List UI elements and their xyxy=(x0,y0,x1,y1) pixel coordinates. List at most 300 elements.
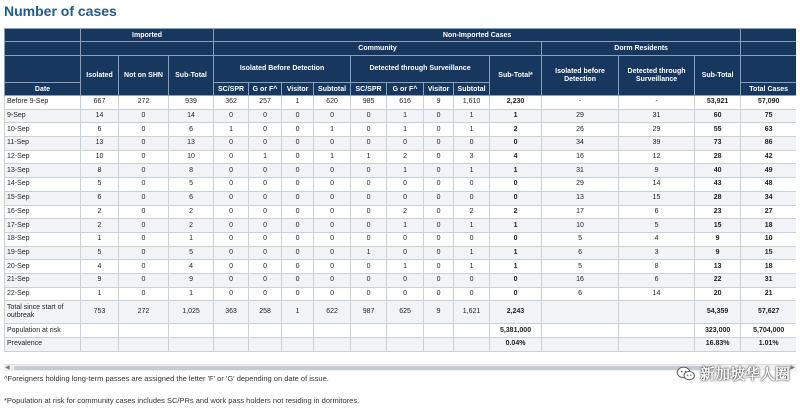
table-cell: 1,025 xyxy=(169,301,214,324)
table-cell: 55 xyxy=(695,123,741,137)
table-cell: 939 xyxy=(169,96,214,110)
table-cell: 0 xyxy=(214,219,249,233)
table-cell: 0.04% xyxy=(490,338,542,352)
table-cell: 13 xyxy=(169,137,214,151)
table-cell: 667 xyxy=(81,96,119,110)
table-cell: 0 xyxy=(249,178,282,192)
header-isolated: Isolated xyxy=(81,56,119,96)
row-label-cell: Population at risk xyxy=(5,324,81,338)
table-cell xyxy=(169,324,214,338)
header-isolated-before-detection: Isolated Before Detection xyxy=(214,56,351,83)
table-header xyxy=(5,29,797,96)
table-cell: 1,610 xyxy=(454,96,490,110)
table-cell: 2 xyxy=(81,205,119,219)
table-cell: 0 xyxy=(351,109,387,123)
table-cell: 625 xyxy=(387,301,424,324)
header-blank xyxy=(81,42,214,56)
table-cell: 0 xyxy=(249,205,282,219)
row-label-cell: Prevalence xyxy=(5,338,81,352)
table-cell: 6 xyxy=(169,123,214,137)
table-cell: 0 xyxy=(490,287,542,301)
table-cell: 14 xyxy=(619,178,695,192)
header-visitor: Visitor xyxy=(282,83,314,96)
table-cell: 0 xyxy=(490,273,542,287)
table-cell: 9 xyxy=(424,96,454,110)
table-cell: 0 xyxy=(387,178,424,192)
table-cell: 0 xyxy=(387,232,424,246)
table-cell: 0 xyxy=(249,164,282,178)
table-cell: 1 xyxy=(387,109,424,123)
table-cell xyxy=(619,338,695,352)
header-visitor: Visitor xyxy=(424,83,454,96)
table-cell: 1 xyxy=(214,123,249,137)
header-community-subtotal: Sub-Total* xyxy=(490,56,542,96)
table-cell: 0 xyxy=(454,191,490,205)
row-label-cell: 12-Sep xyxy=(5,150,81,164)
table-cell xyxy=(542,324,619,338)
watermark xyxy=(676,363,790,384)
row-label-cell: Total since start of outbreak xyxy=(5,301,81,324)
table-cell: 1,621 xyxy=(454,301,490,324)
table-cell: 0 xyxy=(282,164,314,178)
table-row xyxy=(5,219,797,233)
table-cell: 9 xyxy=(695,232,741,246)
table-row xyxy=(5,287,797,301)
table-cell: 0 xyxy=(424,164,454,178)
table-cell: 26 xyxy=(542,123,619,137)
table-cell: 0 xyxy=(351,123,387,137)
header-community: Community xyxy=(214,42,542,56)
table-cell: 1 xyxy=(454,219,490,233)
table-cell: 0 xyxy=(282,191,314,205)
table-cell: 362 xyxy=(214,96,249,110)
table-cell: 0 xyxy=(314,219,351,233)
table-cell: 48 xyxy=(741,178,796,192)
table-cell: 0 xyxy=(454,137,490,151)
table-cell: 10 xyxy=(542,219,619,233)
table-row xyxy=(5,109,797,123)
row-label-cell: 16-Sep xyxy=(5,205,81,219)
table-cell: 0 xyxy=(249,219,282,233)
table-cell: 1 xyxy=(314,150,351,164)
table-cell: 0 xyxy=(424,273,454,287)
table-cell: 42 xyxy=(741,150,796,164)
table-cell xyxy=(619,301,695,324)
table-cell: 39 xyxy=(619,137,695,151)
table-cell: 0 xyxy=(214,273,249,287)
table-cell: 9 xyxy=(169,273,214,287)
table-cell: - xyxy=(542,96,619,110)
table-cell: 0 xyxy=(119,260,169,274)
table-cell: 0 xyxy=(387,137,424,151)
table-cell: 0 xyxy=(214,260,249,274)
table-cell: 1 xyxy=(387,219,424,233)
table-cell: 6 xyxy=(169,191,214,205)
header-blank xyxy=(5,56,81,83)
table-cell: 5 xyxy=(619,219,695,233)
table-cell xyxy=(214,338,249,352)
table-cell: 0 xyxy=(387,287,424,301)
table-cell: 43 xyxy=(695,178,741,192)
table-cell: 53,921 xyxy=(695,96,741,110)
table-cell: 0 xyxy=(351,205,387,219)
table-row xyxy=(5,205,797,219)
table-cell xyxy=(424,338,454,352)
table-cell: 0 xyxy=(490,191,542,205)
table-cell: 0 xyxy=(424,287,454,301)
table-cell xyxy=(351,338,387,352)
table-cell: 9 xyxy=(424,301,454,324)
table-cell: 18 xyxy=(741,260,796,274)
table-cell: 31 xyxy=(542,164,619,178)
table-cell: 29 xyxy=(542,109,619,123)
table-cell: 258 xyxy=(249,301,282,324)
row-label-cell: Before 9-Sep xyxy=(5,96,81,110)
table-cell xyxy=(387,324,424,338)
table-cell: 0 xyxy=(424,246,454,260)
table-cell: 17 xyxy=(542,205,619,219)
header-date: Date xyxy=(5,83,81,96)
table-cell: 0 xyxy=(119,246,169,260)
table-cell: 1.01% xyxy=(741,338,796,352)
table-cell: 4 xyxy=(619,232,695,246)
table-cell: 0 xyxy=(282,273,314,287)
table-cell: 57,090 xyxy=(741,96,796,110)
table-cell: 54,359 xyxy=(695,301,741,324)
table-cell: 6 xyxy=(542,246,619,260)
header-blank xyxy=(5,42,81,56)
table-cell: 0 xyxy=(119,150,169,164)
table-cell: 257 xyxy=(249,96,282,110)
table-cell: 29 xyxy=(542,178,619,192)
row-label-cell: 20-Sep xyxy=(5,260,81,274)
table-cell: 20 xyxy=(695,287,741,301)
table-cell: 0 xyxy=(454,273,490,287)
table-cell: 363 xyxy=(214,301,249,324)
table-cell: 0 xyxy=(351,232,387,246)
table-cell: 1 xyxy=(490,260,542,274)
table-cell: 5 xyxy=(542,260,619,274)
header-dorm-detected-through: Detected through Surveillance xyxy=(619,56,695,96)
table-cell: 0 xyxy=(119,232,169,246)
table-cell: 5,704,000 xyxy=(741,324,796,338)
table-cell: 0 xyxy=(214,287,249,301)
table-cell: 0 xyxy=(282,287,314,301)
table-cell: 6 xyxy=(619,273,695,287)
table-cell xyxy=(81,324,119,338)
header-g-or-f: G or F^ xyxy=(387,83,424,96)
row-label-cell: 19-Sep xyxy=(5,246,81,260)
table-cell: 0 xyxy=(351,178,387,192)
table-cell: 0 xyxy=(249,137,282,151)
table-cell: 5 xyxy=(169,178,214,192)
table-cell: 8 xyxy=(81,164,119,178)
table-cell: 0 xyxy=(490,232,542,246)
table-cell xyxy=(214,324,249,338)
table-cell: 0 xyxy=(351,164,387,178)
cases-table-container[interactable] xyxy=(4,28,796,364)
header-subtotal: Subtotal xyxy=(314,83,351,96)
table-cell: 1 xyxy=(490,164,542,178)
table-row xyxy=(5,96,797,110)
table-cell: 13 xyxy=(695,260,741,274)
watermark-text: 新加坡华人圈 xyxy=(699,366,790,383)
table-cell: 18 xyxy=(741,219,796,233)
scroll-left-icon[interactable]: ◀ xyxy=(5,365,10,371)
table-cell: 1 xyxy=(282,301,314,324)
table-cell: 0 xyxy=(424,191,454,205)
scrollbar-thumb[interactable] xyxy=(14,366,714,370)
table-cell: 1 xyxy=(81,287,119,301)
table-cell: 4 xyxy=(490,150,542,164)
row-label-cell: 14-Sep xyxy=(5,178,81,192)
table-cell: 0 xyxy=(214,164,249,178)
table-cell: 12 xyxy=(619,150,695,164)
table-cell: 31 xyxy=(619,109,695,123)
table-cell: 2 xyxy=(169,219,214,233)
table-cell: 0 xyxy=(314,137,351,151)
table-cell: 15 xyxy=(619,191,695,205)
header-dorm-residents: Dorm Residents xyxy=(542,42,741,56)
table-cell: 14 xyxy=(169,109,214,123)
table-cell: 0 xyxy=(314,178,351,192)
table-cell: 0 xyxy=(351,191,387,205)
table-cell: 1 xyxy=(169,287,214,301)
table-cell xyxy=(542,301,619,324)
table-cell: 0 xyxy=(282,178,314,192)
table-cell: 0 xyxy=(314,260,351,274)
table-cell: 63 xyxy=(741,123,796,137)
table-cell: 6 xyxy=(81,123,119,137)
table-cell: 0 xyxy=(424,260,454,274)
table-cell: 0 xyxy=(424,232,454,246)
table-cell: 22 xyxy=(695,273,741,287)
total-row xyxy=(5,301,797,324)
table-cell: 753 xyxy=(81,301,119,324)
footnote-foreigners: ^Foreigners holding long-term passes are assigned the letter 'F' or 'G' depending on date of issue. xyxy=(4,374,329,383)
table-cell xyxy=(351,324,387,338)
table-cell: 1 xyxy=(351,150,387,164)
table-cell: 0 xyxy=(387,191,424,205)
table-row xyxy=(5,260,797,274)
table-cell: 0 xyxy=(282,205,314,219)
table-cell: 6 xyxy=(542,287,619,301)
table-cell: 0 xyxy=(424,123,454,137)
table-cell xyxy=(424,324,454,338)
table-cell: 13 xyxy=(542,191,619,205)
table-cell: 5 xyxy=(542,232,619,246)
table-cell: 616 xyxy=(387,96,424,110)
table-cell: 3 xyxy=(619,246,695,260)
table-cell: 622 xyxy=(314,301,351,324)
population-row xyxy=(5,324,797,338)
table-cell: 1 xyxy=(249,150,282,164)
scroll-right-icon[interactable]: ▶ xyxy=(790,365,795,371)
table-cell: 60 xyxy=(695,109,741,123)
header-blank xyxy=(5,29,81,42)
table-cell: 0 xyxy=(314,191,351,205)
cases-table xyxy=(4,28,796,352)
table-cell: 0 xyxy=(424,205,454,219)
table-cell: 1 xyxy=(169,232,214,246)
table-cell: 10 xyxy=(741,232,796,246)
table-cell: 6 xyxy=(81,191,119,205)
table-cell: 5 xyxy=(81,246,119,260)
header-imported-subtotal: Sub-Total xyxy=(169,56,214,96)
table-cell: 0 xyxy=(454,178,490,192)
table-cell: 75 xyxy=(741,109,796,123)
table-row xyxy=(5,137,797,151)
table-cell: 9 xyxy=(619,164,695,178)
table-cell: 1 xyxy=(81,232,119,246)
table-cell xyxy=(314,338,351,352)
table-cell: 2,230 xyxy=(490,96,542,110)
table-cell: 6 xyxy=(619,205,695,219)
table-cell: 0 xyxy=(119,164,169,178)
table-cell: 57,627 xyxy=(741,301,796,324)
table-cell: 0 xyxy=(424,219,454,233)
table-cell: 2 xyxy=(454,205,490,219)
table-cell: 0 xyxy=(424,178,454,192)
header-g-or-f: G or F^ xyxy=(249,83,282,96)
table-cell: 2 xyxy=(169,205,214,219)
table-cell: 0 xyxy=(214,246,249,260)
table-cell xyxy=(282,324,314,338)
header-blank xyxy=(741,56,796,83)
header-not-on-shn: Not on SHN xyxy=(119,56,169,96)
table-cell: 0 xyxy=(314,246,351,260)
table-cell: 0 xyxy=(119,205,169,219)
table-cell xyxy=(619,324,695,338)
footnote-population: *Population at risk for community cases includes SC/PRs and work pass holders not residing in dormitores. xyxy=(4,396,360,405)
table-cell: 0 xyxy=(282,150,314,164)
row-label-cell: 15-Sep xyxy=(5,191,81,205)
table-cell: 0 xyxy=(424,109,454,123)
table-cell: 0 xyxy=(214,205,249,219)
table-cell: 0 xyxy=(249,246,282,260)
table-cell: 0 xyxy=(214,109,249,123)
table-cell: 8 xyxy=(169,164,214,178)
table-cell: 0 xyxy=(119,287,169,301)
table-cell: 1 xyxy=(351,246,387,260)
table-cell: 0 xyxy=(314,109,351,123)
table-cell: 4 xyxy=(169,260,214,274)
row-label-cell: 13-Sep xyxy=(5,164,81,178)
table-cell: 0 xyxy=(249,260,282,274)
table-cell: 0 xyxy=(282,246,314,260)
table-cell: 0 xyxy=(351,287,387,301)
table-cell: 0 xyxy=(214,150,249,164)
table-cell: 15 xyxy=(695,219,741,233)
table-cell: 16 xyxy=(542,150,619,164)
table-cell: 0 xyxy=(314,205,351,219)
table-cell: 5 xyxy=(169,246,214,260)
table-row xyxy=(5,232,797,246)
table-cell: 0 xyxy=(351,219,387,233)
table-cell: - xyxy=(619,96,695,110)
table-cell: 0 xyxy=(282,109,314,123)
table-row xyxy=(5,150,797,164)
table-cell: 1 xyxy=(454,109,490,123)
header-total-cases: Total Cases xyxy=(741,83,796,96)
table-cell: 0 xyxy=(214,178,249,192)
table-cell: 0 xyxy=(424,150,454,164)
row-label-cell: 17-Sep xyxy=(5,219,81,233)
table-cell xyxy=(119,338,169,352)
table-cell: 0 xyxy=(490,137,542,151)
table-cell: 0 xyxy=(249,123,282,137)
table-cell: 0 xyxy=(119,273,169,287)
table-cell: 1 xyxy=(454,246,490,260)
table-cell: 1 xyxy=(387,123,424,137)
table-cell: 0 xyxy=(249,287,282,301)
table-cell: 31 xyxy=(741,273,796,287)
table-cell: 10 xyxy=(169,150,214,164)
table-cell: 2 xyxy=(387,150,424,164)
table-cell: 16 xyxy=(542,273,619,287)
table-cell: 0 xyxy=(282,232,314,246)
table-cell: 23 xyxy=(695,205,741,219)
table-cell xyxy=(119,324,169,338)
table-cell: 27 xyxy=(741,205,796,219)
header-imported: Imported xyxy=(81,29,214,42)
table-cell xyxy=(454,324,490,338)
table-cell: 0 xyxy=(387,246,424,260)
header-blank xyxy=(741,29,796,42)
table-cell: 2 xyxy=(81,219,119,233)
table-cell: 5 xyxy=(81,178,119,192)
table-cell: 1 xyxy=(387,164,424,178)
table-cell xyxy=(454,338,490,352)
header-non-imported: Non-Imported Cases xyxy=(214,29,741,42)
table-row xyxy=(5,273,797,287)
table-cell: 34 xyxy=(542,137,619,151)
table-cell: 2 xyxy=(387,205,424,219)
table-cell: 86 xyxy=(741,137,796,151)
table-cell: 13 xyxy=(81,137,119,151)
table-cell xyxy=(387,338,424,352)
table-cell: 49 xyxy=(741,164,796,178)
table-cell: 323,000 xyxy=(695,324,741,338)
table-cell: 0 xyxy=(314,232,351,246)
table-row xyxy=(5,191,797,205)
page-title: Number of cases xyxy=(4,3,117,19)
table-cell: 0 xyxy=(424,137,454,151)
table-cell: 0 xyxy=(249,232,282,246)
table-cell: 10 xyxy=(81,150,119,164)
table-row xyxy=(5,164,797,178)
table-cell: 29 xyxy=(619,123,695,137)
table-cell: 16.83% xyxy=(695,338,741,352)
table-cell: 0 xyxy=(119,219,169,233)
table-cell: 0 xyxy=(351,273,387,287)
header-dorm-isolated-before: Isolated before Detection xyxy=(542,56,619,96)
table-cell: 28 xyxy=(695,150,741,164)
table-cell: 1 xyxy=(282,96,314,110)
table-cell: 5,381,000 xyxy=(490,324,542,338)
table-cell: 1 xyxy=(490,246,542,260)
table-cell xyxy=(249,324,282,338)
table-cell xyxy=(249,338,282,352)
table-cell: 0 xyxy=(249,191,282,205)
row-label-cell: 9-Sep xyxy=(5,109,81,123)
table-cell: 0 xyxy=(314,273,351,287)
table-cell: 0 xyxy=(214,137,249,151)
table-cell: 0 xyxy=(314,287,351,301)
table-cell: 1 xyxy=(314,123,351,137)
table-cell: 0 xyxy=(119,191,169,205)
table-cell: 987 xyxy=(351,301,387,324)
